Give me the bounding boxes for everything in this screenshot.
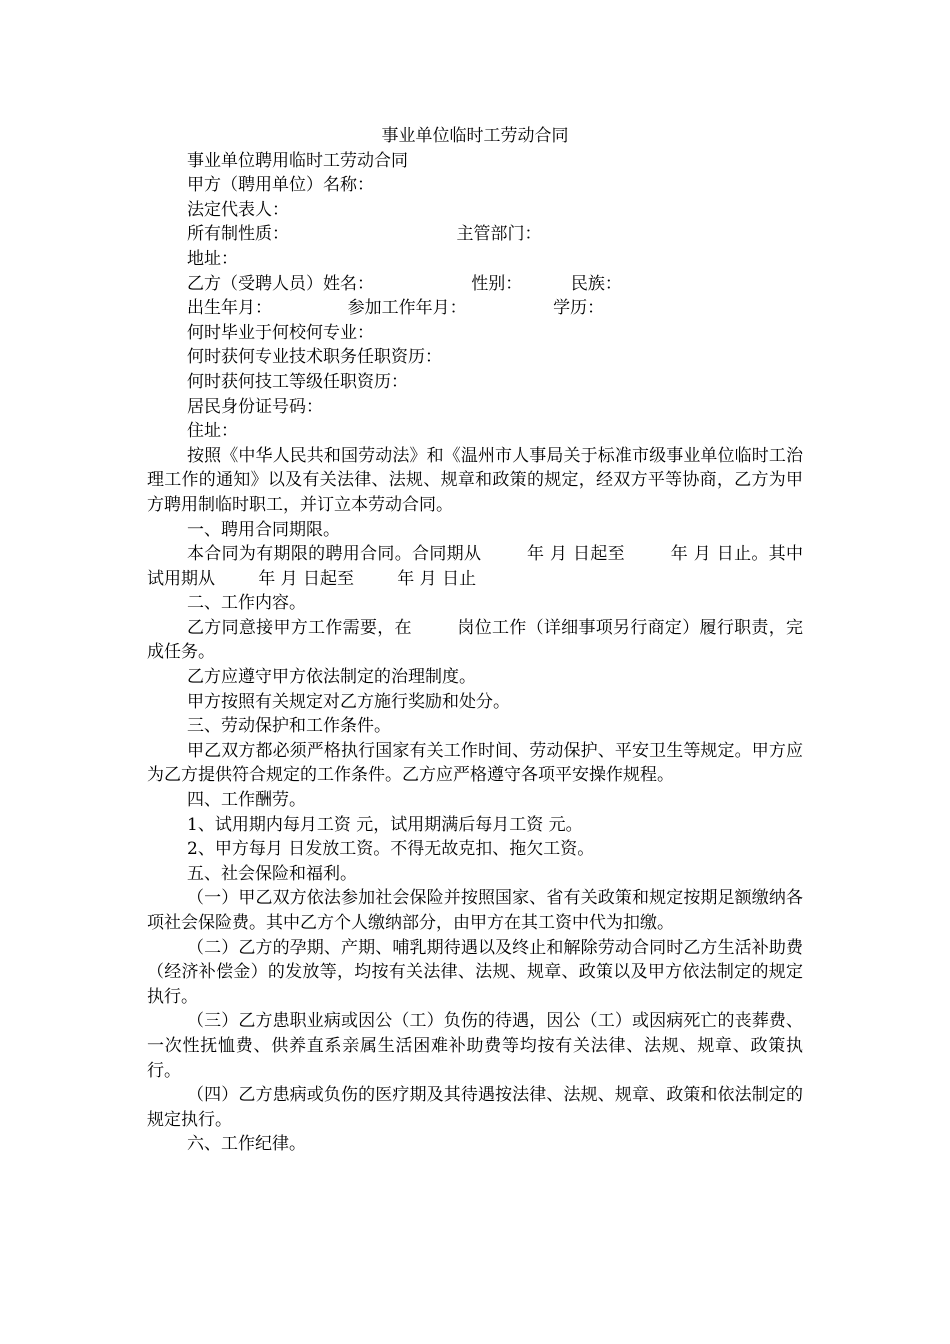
section-heading-protection: 三、劳动保护和工作条件。: [187, 716, 391, 737]
document-title: 事业单位临时工劳动合同: [381, 126, 569, 146]
field-technical-title: 何时获何专业技术职务任职资历：: [187, 347, 442, 368]
paragraph-insurance-2: （二）乙方的孕期、产期、哺乳期待遇以及终止和解除劳动合同时乙方生活补助费（经济补偿金）的发放等，均按有关法律、法规、规章、政策以及甲方依法制定的规定执行。: [147, 937, 803, 1007]
paragraph-insurance-1: （一）甲乙双方依法参加社会保险并按照国家、省有关政策和规定按期足额缴纳各项社会保险费。其中乙方个人缴纳部分，由甲方在其工资中代为扣缴。: [147, 888, 803, 933]
field-party-b-address: 住址：: [187, 421, 238, 442]
field-birth-work-education: 出生年月： 参加工作年月： 学历：: [187, 298, 605, 319]
field-legal-representative: 法定代表人：: [187, 199, 289, 220]
field-party-a-address: 地址：: [187, 248, 238, 269]
paragraph-pay-2: 2、甲方每月 日发放工资。不得无故克扣、拖欠工资。: [187, 839, 595, 860]
section-heading-pay: 四、工作酬劳。: [187, 790, 306, 811]
section-heading-discipline: 六、工作纪律。: [187, 1134, 306, 1155]
field-party-a-name: 甲方（聘用单位）名称：: [187, 175, 374, 196]
field-id-number: 居民身份证号码：: [187, 396, 323, 417]
field-graduation: 何时毕业于何校何专业：: [187, 322, 374, 343]
paragraph-work-1: 乙方同意接甲方工作需要，在 岗位工作（详细事项另行商定）履行职责，完成任务。: [147, 617, 803, 663]
paragraph-term: 本合同为有期限的聘用合同。合同期从 年 月 日起至 年 月 日止。其中试用期从 年 月 日起至 年 月 日止: [147, 544, 803, 589]
paragraph-preamble: 按照《中华人民共和国劳动法》和《温州市人事局关于标准市级事业单位临时工治理工作的通知》以及有关法律、法规、规章和政策的规定，经双方平等协商，乙方为甲方聘用制临时职工，并订立本劳动合同。: [147, 445, 803, 515]
paragraph-work-3: 甲方按照有关规定对乙方施行奖励和处分。: [187, 691, 510, 712]
field-skill-grade: 何时获何技工等级任职资历：: [187, 371, 408, 392]
paragraph-insurance-4: （四）乙方患病或负伤的医疗期及其待遇按法律、法规、规章、政策和依法制定的规定执行。: [147, 1085, 803, 1130]
paragraph-pay-1: 1、试用期内每月工资 元，试用期满后每月工资 元。: [187, 814, 583, 835]
paragraph-subtitle: 事业单位聘用临时工劳动合同: [187, 150, 408, 171]
section-heading-term: 一、聘用合同期限。: [187, 519, 340, 540]
paragraph-protection: 甲乙双方都必须严格执行国家有关工作时间、劳动保护、平安卫生等规定。甲方应为乙方提供符合规定的工作条件。乙方应严格遵守各项平安操作规程。: [147, 740, 803, 786]
document-page: [147, 124, 803, 1157]
field-party-b-name: 乙方（受聘人员）姓名： 性别： 民族：: [187, 273, 622, 294]
section-heading-insurance: 五、社会保险和福利。: [187, 863, 357, 884]
field-ownership-department: 所有制性质： 主管部门：: [187, 224, 542, 245]
paragraph-work-2: 乙方应遵守甲方依法制定的治理制度。: [187, 667, 476, 688]
section-heading-work: 二、工作内容。: [187, 593, 306, 614]
paragraph-insurance-3: （三）乙方患职业病或因公（工）负伤的待遇，因公（工）或因病死亡的丧葬费、一次性抚恤费、供养直系亲属生活困难补助费等均按有关法律、法规、规章、政策执行。: [147, 1011, 803, 1081]
